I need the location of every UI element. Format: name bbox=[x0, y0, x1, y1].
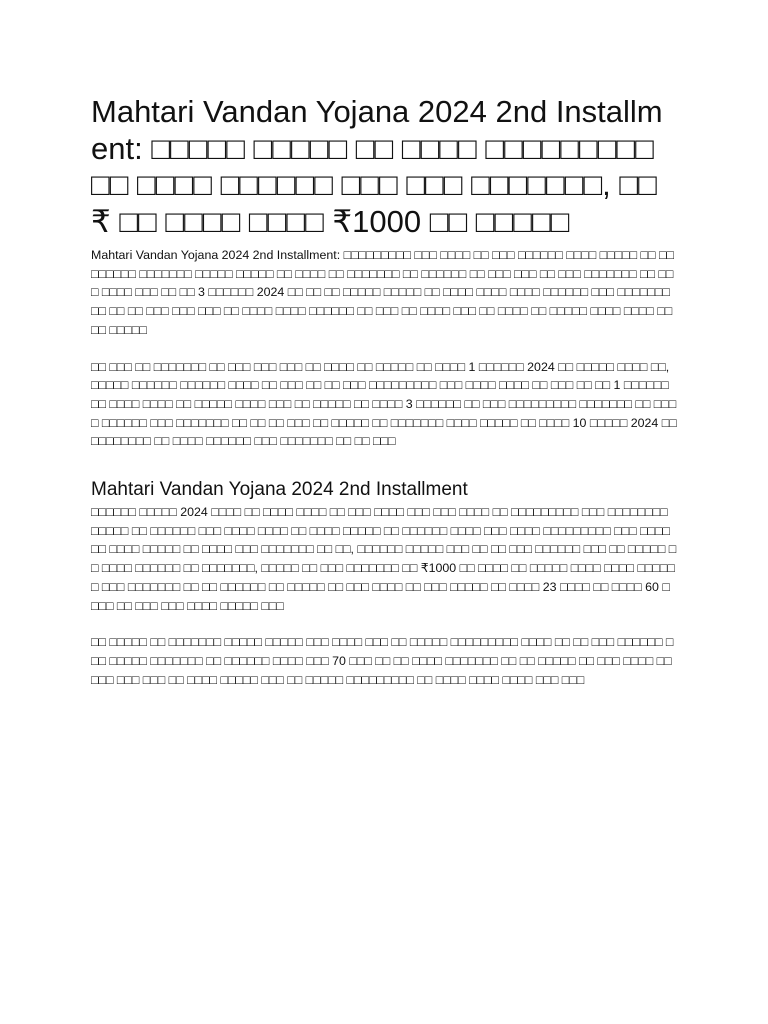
article-title: Mahtari Vandan Yojana 2024 2nd Installment: □□□□□ □□□□□ □□ □□□□ □□□□□□□□□ □□ □□□□ □□□□□□ □□□ □□□ □□□□□□□, □□ ₹ □□ □□□□ □□□□ ₹1000 □□ □□□□□ bbox=[91, 94, 663, 239]
section-heading: Mahtari Vandan Yojana 2024 2nd Installment bbox=[91, 479, 468, 501]
section-paragraph-2: □□ □□□□□ □□ □□□□□□□ □□□□□ □□□□□ □□□ □□□□ □□□ □□ □□□□□ □□□□□□□□□ □□□□ □□ □□ □□□ □□□□□□ □□□ □□□□□ □□□□□□□ □□ □□□□□□ □□□□ □□□ 70 □□□ □□ □□ □□□□ □□□□□□□ □□ □□ □□□□□ □□ □□□ □□□□ □□ □□□ □□□ □□□ □□ □□□□ □□□□□ □□□ □□ □□□□□ □□□□□□□□□ □□ □□□□ □□□□ □□□□ □□□ □□□ bbox=[91, 635, 674, 687]
intro-paragraph-2: □□ □□□ □□ □□□□□□□ □□ □□□ □□□ □□□ □□ □□□□ □□ □□□□□ □□ □□□□ 1 □□□□□□ 2024 □□ □□□□□ □□□□ □□, □□□□□ □□□□□□ □□□□□□ □□□□ □□ □□□ □□ □□ □□□ □□□□□□□□□ □□□ □□□□ □□□□ □□ □□□ □□ □□ 1 □□□□□□ □□ □□□□ □□□□ □□ □□□□□ □□□□ □□□ □□ □□□□□ □□ □□□□ 3 □□□□□□ □□ □□□ □□□□□□□□□ □□□□□□□ □□ □□□□ □□□□□□ □□□ □□□□□□□ □□ □□ □□ □□□ □□ □□□□□ □□ □□□□□□□ □□□□ □□□□□ □□ □□□□ 10 □□□□□ 2024 □□ □□□□□□□□ □□ □□□□ □□□□□□ □□□ □□□□□□□ □□ □□ □□□ bbox=[91, 359, 677, 449]
intro-paragraph-1: Mahtari Vandan Yojana 2024 2nd Installment: □□□□□□□□□ □□□ □□□□ □□ □□□ □□□□□□ □□□□ □□□□□ □□ □□□□□□□□ □□□□□□□ □□□□□ □□□□□ □□ □□□□ □□ □□□□□□□ □□ □□□□□□ □□ □□□ □□□ □□ □□□ □□□□□□□ □□ □□□ □□□□ □□□ □□ □□ 3 □□□□□□ 2024 □□ □□ □□ □□□□□ □□□□□ □□ □□□□ □□□□ □□□□ □□□□□□ □□□ □□□□□□□ □□ □□ □□ □□□ □□□ □□□ □□ □□□□ □□□□ □□□□□□ □□ □□□ □□ □□□□ □□□ □□ □□□□ □□ □□□□□ □□□□ □□□□ □□ □□ □□□□□ bbox=[91, 248, 674, 337]
section-paragraph-1: □□□□□□ □□□□□ 2024 □□□□ □□ □□□□ □□□□ □□ □□□ □□□□ □□□ □□□ □□□□ □□ □□□□□□□□□ □□□ □□□□□□□□ □□□□□ □□ □□□□□□ □□□ □□□□ □□□□ □□ □□□□ □□□□□ □□ □□□□□□ □□□□ □□□ □□□□ □□□□□□□□□ □□□ □□□□□□ □□□□ □□□□□ □□ □□□□ □□□ □□□□□□□ □□ □□, □□□□□□ □□□□□ □□□ □□ □□ □□□ □□□□□□ □□□ □□ □□□□□ □□ □□□□ □□□□□□ □□ □□□□□□□, □□□□□ □□ □□□ □□□□□□□ □□ ₹1000 □□ □□□□ □□ □□□□□ □□□□ □□□□ □□□□□□ □□□ □□□□□□□ □□ □□ □□□□□□ □□ □□□□□ □□ □□□ □□□□ □□ □□□ □□□□□ □□ □□□□ 23 □□□□ □□ □□□□ 60 □□□□ □□ □□□ □□□ □□□□ □□□□□ □□□ bbox=[91, 505, 677, 613]
article bbox=[91, 94, 677, 689]
